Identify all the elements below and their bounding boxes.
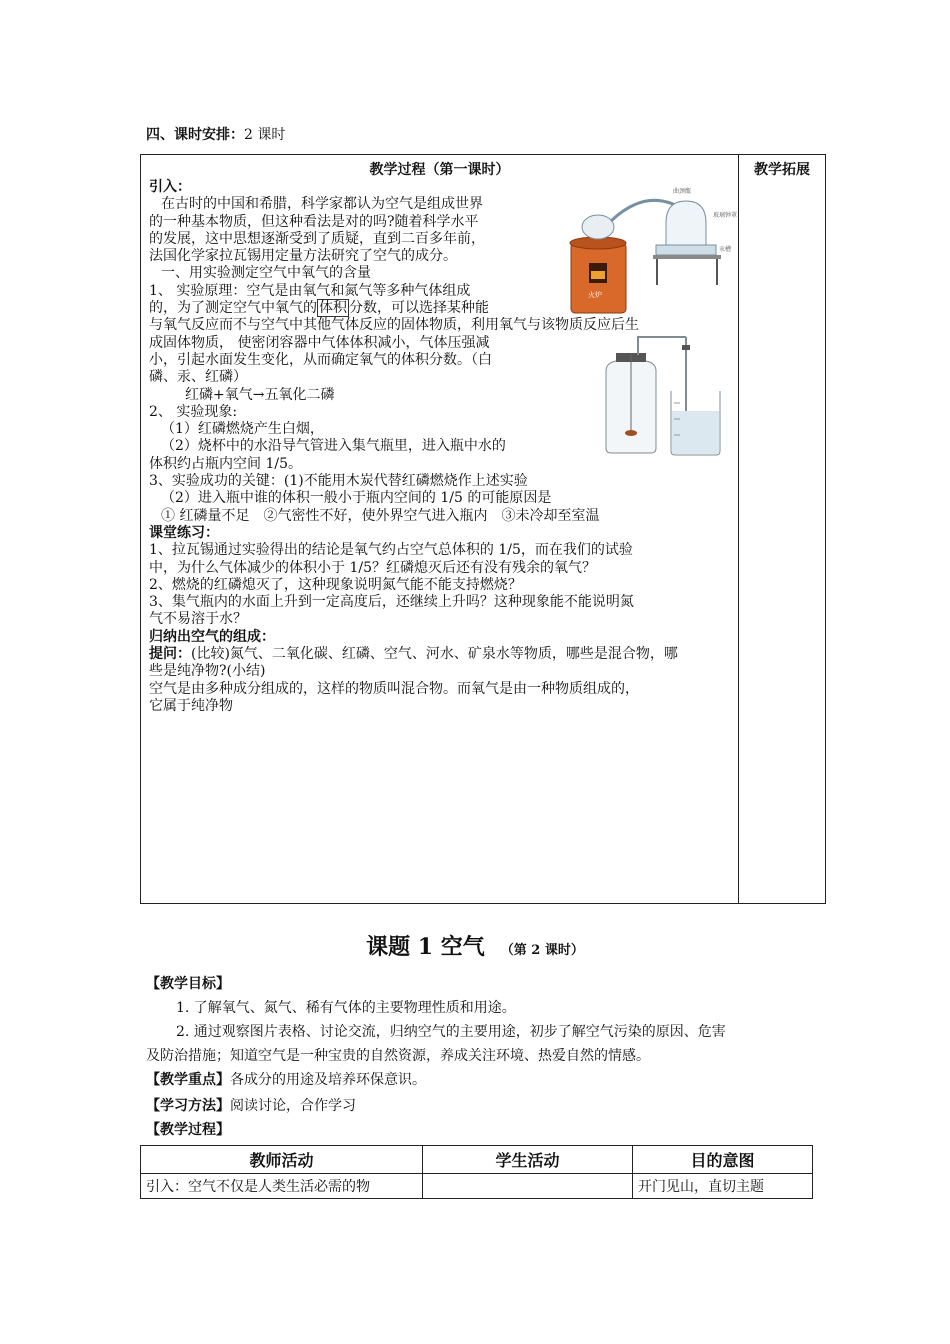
text-line: 2、燃烧的红磷熄灭了，这种现象说明氮气能不能支持燃烧？ [149, 576, 522, 593]
process-heading: 【教学过程】 [146, 1122, 230, 1138]
text-line: 与氧气反应而不与空气中其他气体反应的固体物质，利用氧气与该物质反应后生 [149, 317, 639, 334]
mercury-trough-label: 汞槽 [719, 246, 732, 253]
cell-student [423, 1174, 633, 1199]
intro-heading: 引入： [149, 179, 191, 195]
text-line: （2）进入瓶中谁的体积一般小于瓶内空间的 1/5 的可能原因是 [161, 490, 552, 507]
lesson2-title [0, 930, 950, 961]
goal-line-3: 及防治措施；知道空气是一种宝贵的自然资源，养成关注环境、热爱自然的情感。 [146, 1048, 650, 1064]
bell-jar-label: 玻璃钟罩 [713, 212, 738, 219]
goal-heading: 【教学目标】 [146, 976, 230, 992]
lavoisier-apparatus-figure [561, 185, 741, 320]
text-line: 成固体物质， 使密闭容器中气体体积减小，气体压强减 [149, 334, 490, 351]
text-line: 的发展，这中思想逐渐受到了质疑，直到二百多年前， [149, 230, 485, 247]
text-line: 的一种基本物质，但这种看法是对的吗?随着科学水平 [149, 213, 479, 230]
text-line: 小，引起水面发生变化，从而确定氧气的体积分数。（白 [149, 351, 492, 368]
text-line: 中，为什么气体减少的体积小于 1/5？红磷熄灭后还有没有残余的氧气？ [149, 559, 596, 576]
method-line: 【学习方法】阅读讨论，合作学习 [146, 1098, 356, 1114]
focus-line: 【教学重点】各成分的用途及培养环保意识。 [146, 1072, 426, 1088]
text-line: 空气是由多种成分组成的，这样的物质叫混合物。而氧气是由一种物质组成的， [149, 680, 639, 697]
cell-teacher: 引入：空气不仅是人类生活必需的物 [141, 1174, 423, 1199]
text-line: 2、 实验现象: [149, 403, 238, 420]
text-line: （2）烧杯中的水沿导气管进入集气瓶里，进入瓶中水的 [161, 438, 506, 455]
process-header: 教学过程（第一课时） [369, 162, 510, 178]
lesson2-process-table [140, 1145, 813, 1199]
lesson1-table [140, 154, 826, 904]
retort-label: 曲颈甑 [673, 188, 692, 195]
text-line: 1、 实验原理：空气是由氧气和氮气等多种气体组成 [149, 282, 471, 299]
header-purpose: 目的意图 [633, 1146, 813, 1174]
furnace-label: 火炉 [588, 291, 602, 299]
header-teacher-activity: 教师活动 [141, 1146, 423, 1174]
goal-line-1: 1. 了解氧气、氮气、稀有气体的主要物理性质和用途。 [176, 1000, 516, 1016]
text-line: （1）红磷燃烧产生白烟， [161, 421, 324, 438]
bottle-beaker-figure [586, 333, 736, 458]
table-row [141, 1174, 813, 1199]
summary-heading: 归纳出空气的组成： [149, 628, 275, 645]
boxed-term: 体积 [319, 300, 347, 317]
section-schedule-value: 2 课时 [244, 127, 286, 143]
table-header-row [141, 1146, 813, 1174]
subsection-heading: 一、用实验测定空气中氧气的含量 [161, 265, 371, 282]
text-line: 体积约占瓶内空间 1/5。 [149, 455, 302, 472]
section-schedule-label: 四、课时安排： [146, 127, 244, 143]
cell-purpose: 开门见山，直切主题 [633, 1174, 813, 1199]
text-line: ① 红磷量不足 ②气密性不好，使外界空气进入瓶内 ③未冷却至室温 [161, 507, 600, 524]
header-student-activity: 学生活动 [423, 1146, 633, 1174]
lesson1-process-cell [141, 155, 739, 904]
lesson2-title-sub: （第 2 课时） [500, 943, 584, 958]
text-line: 在古时的中国和希腊，科学家都认为空气是组成世界 [161, 196, 483, 213]
extension-header: 教学拓展 [754, 162, 810, 178]
text-line: 1、拉瓦锡通过实验得出的结论是氧气约占空气总体积的 1/5，而在我们的试验 [149, 542, 633, 559]
text-line: 它属于纯净物 [149, 697, 233, 714]
text-line: 3、实验成功的关键：(1)不能用木炭代替红磷燃烧作上述实验 [149, 473, 528, 490]
exercise-heading: 课堂练习： [149, 524, 219, 541]
lesson2-title-main: 课题 1 空气 [366, 934, 485, 960]
goal-line-2: 2. 通过观察图片表格、讨论交流，归纳空气的主要用途，初步了解空气污染的原因、危害 [176, 1024, 726, 1040]
text-line: 法国化学家拉瓦锡用定量方法研究了空气的成分。 [149, 248, 457, 265]
lesson1-extension-cell [739, 155, 826, 904]
reaction-equation: 红磷+氧气→五氧化二磷 [185, 386, 335, 403]
text-line: 3、集气瓶内的水面上升到一定高度后，还继续上升吗？这种现象能不能说明氮 [149, 594, 634, 611]
section-schedule [146, 124, 285, 144]
text-line: 的，为了测定空气中氧气的 体积 分数，可以选择某种能 [149, 300, 489, 317]
text-line: 气不易溶于水？ [149, 611, 247, 628]
text-line: 些是纯净物?(小结) [149, 663, 266, 680]
text-line: 提问：(比较)氮气、二氧化碳、红磷、空气、河水、矿泉水等物质，哪些是混合物，哪 [149, 646, 678, 663]
text-line: 磷、汞、红磷） [149, 369, 247, 386]
